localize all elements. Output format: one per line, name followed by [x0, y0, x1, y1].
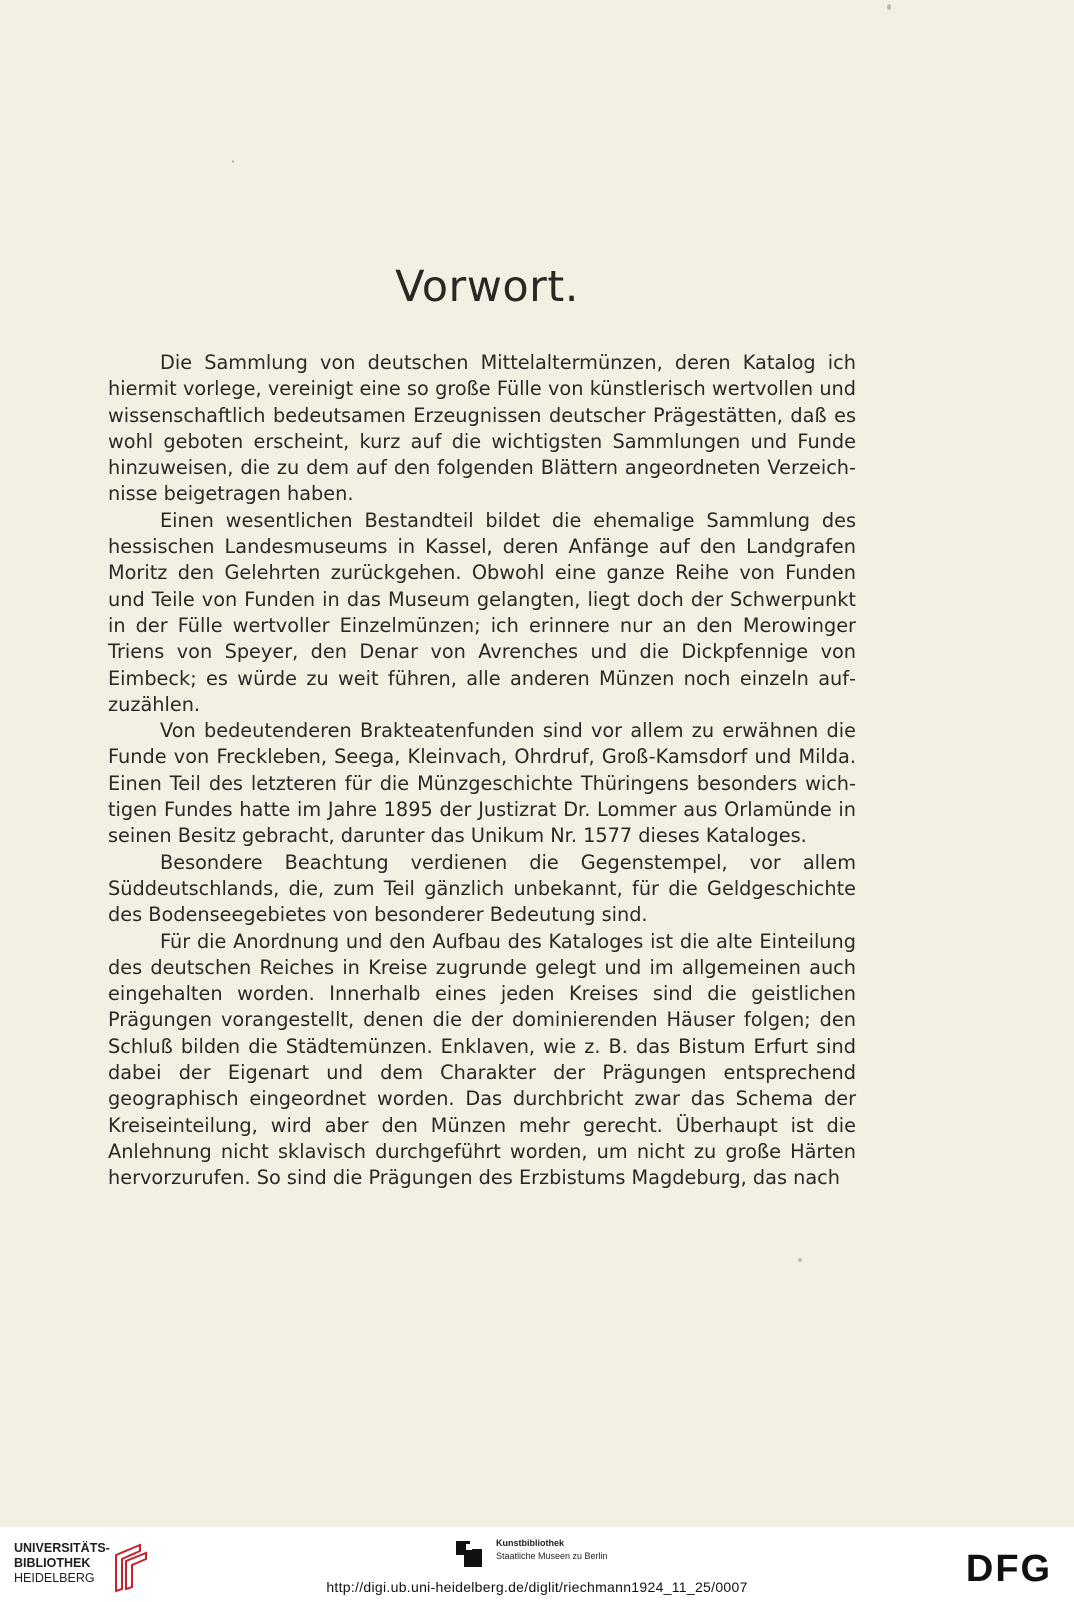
- kunstbibliothek-name: [496, 1537, 608, 1563]
- paragraph: Einen wesentlichen Bestandteil bildet die ehemalige Sammlung des hessischen Landesmuseums in Kassel, deren Anfänge auf den Landgrafen Moritz den Gelehrten zurückgehen. Obwohl eine ganze Reihe von Funden und Teile von Funden in das Museum gelangten, liegt doch der Schwerpunkt in der Fülle wertvoller Einzelmünzen; ich erinnere nur an den Merowinger Triens von Speyer, den Denar von Avrenches und die Dickpfennige von Eimbeck; es würde zu weit führen, alle anderen Münzen noch einzeln aufzuzählen.: [108, 508, 856, 716]
- library-name-line: BIBLIOTHEK: [14, 1556, 91, 1570]
- permalink-url[interactable]: http://digi.ub.uni-heidelberg.de/diglit/riechmann1924_11_25/0007: [326, 1579, 748, 1595]
- kunstbibliothek-logo[interactable]: [456, 1533, 656, 1573]
- dfg-logo-text: DFG: [965, 1548, 1053, 1590]
- footer-bar: [0, 1527, 1074, 1602]
- paragraph: Die Sammlung von deutschen Mittelaltermünzen, deren Katalog ich hiermit vorlege, vereinigt eine so große Fülle von künstlerisch wertvollen und wissenschaftlich bedeutsamen Erzeugnissen deutscher Prägestätten, daß es wohl geboten erscheint, kurz auf die wichtigsten Sammlungen und Funde hinzuweisen, die zu dem auf den folgenden Blättern angeordneten Verzeichnisse beigetragen haben.: [108, 351, 856, 506]
- speck-mark: [887, 4, 891, 10]
- speck-mark: [232, 160, 234, 163]
- preface-text: [108, 350, 856, 1192]
- paragraph: Von bedeutenderen Brakteatenfunden sind vor allem zu erwähnen die Funde von Freckleben, Seega, Kleinvach, Ohrdruf, Groß-Kamsdorf und Milda. Einen Teil des letzteren für die Münzgeschichte Thüringens besonders wichtigen Fundes hatte im Jahre 1895 der Justizrat Dr. Lommer aus Orlamünde in seinen Besitz gebracht, darunter das Unikum Nr. 1577 dieses Kataloges.: [108, 719, 856, 848]
- museum-name-line: Staatliche Museen zu Berlin: [496, 1551, 608, 1561]
- speck-mark: [798, 1258, 802, 1262]
- museum-name-line: Kunstbibliothek: [496, 1538, 564, 1548]
- page-title: Vorwort.: [395, 262, 579, 312]
- kunstbibliothek-icon: [456, 1541, 484, 1567]
- paragraph: Für die Anordnung und den Aufbau des Kataloges ist die alte Einteilung des deutschen Reiches in Kreise zugrunde gelegt und im allgemeinen auch eingehalten worden. Innerhalb eines jeden Kreises sind die geistlichen Prägungen vorangestellt, denen die der dominierenden Häuser folgen; den Schluß bilden die Städtemünzen. Enklaven, wie z. B. das Bistum Erfurt sind dabei der Eigenart und dem Charakter der Prägungen entsprechend geographisch eingeordnet worden. Das durchbricht zwar das Schema der Kreiseinteilung, wird aber den Münzen mehr gerecht. Überhaupt ist die Anlehnung nicht sklavisch durchgeführt worden, um nicht zu große Härten hervorzurufen. So sind die Prägungen des Erzbistums Magdeburg, das nach: [108, 929, 856, 1190]
- library-name-line: UNIVERSITÄTS-: [14, 1541, 110, 1555]
- library-name-line: HEIDELBERG: [14, 1571, 95, 1585]
- paragraph: Besondere Beachtung verdienen die Gegenstempel, vor allem Süddeutschlands, die, zum Teil gänzlich unbekannt, für die Geldgeschichte des Bodenseegebietes von besonderer Bedeutung sind.: [108, 850, 856, 927]
